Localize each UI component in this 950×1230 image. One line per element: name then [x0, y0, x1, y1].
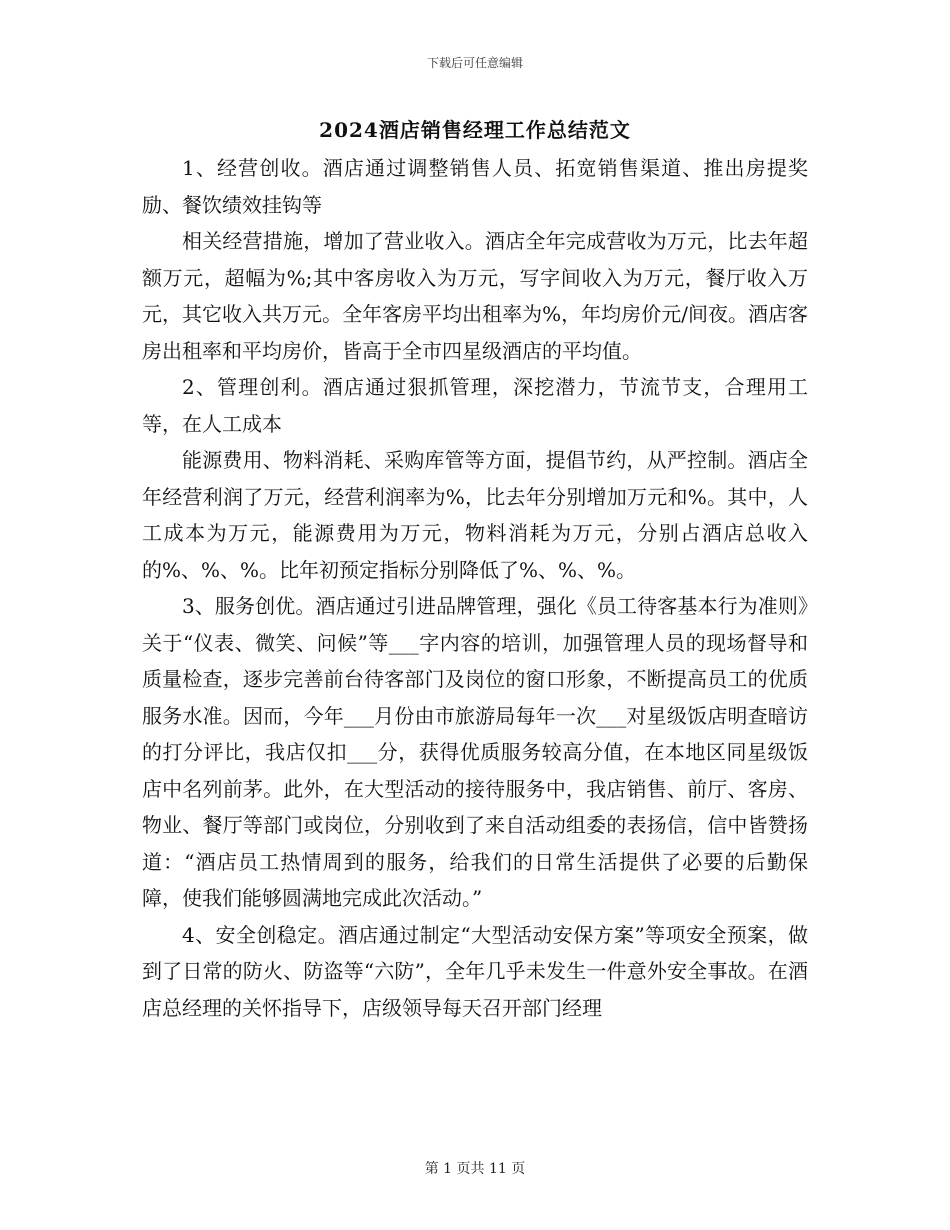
- paragraph-6: 4、安全创稳定。酒店通过制定“大型活动安保方案”等项安全预案，做到了日常的防火、防盗等“六防”，全年几乎未发生一件意外安全事故。在酒店总经理的关怀指导下，店级领导每天召开部门经理: [142, 922, 808, 1020]
- paragraph-4: 能源费用、物料消耗、采购库管等方面，提倡节约，从严控制。酒店全年经营利润了万元，经营利润率为%，比去年分别增加万元和%。其中，人工成本为万元，能源费用为万元，物料消耗为万元，分别占酒店总收入的%、%、%。比年初预定指标分别降低了%、%、%。: [142, 448, 808, 582]
- paragraph-1: 1、经营创收。酒店通过调整销售人员、拓宽销售渠道、推出房提奖励、餐饮绩效挂钩等: [142, 156, 808, 217]
- page-number: 第 1 页共 11 页: [424, 1161, 526, 1177]
- paragraph-3: 2、管理创利。酒店通过狠抓管理，深挖潜力，节流节支，合理用工等，在人工成本: [142, 375, 808, 436]
- paragraph-5: 3、服务创优。酒店通过引进品牌管理，强化《员工待客基本行为准则》关于“仪表、微笑、问候”等___字内容的培训，加强管理人员的现场督导和质量检查，逐步完善前台待客部门及岗位的窗口形象，不断提高员工的优质服务水准。因而，今年___月份由市旅游局每年一次___对星级饭店明查暗访的打分评比，我店仅扣___分，获得优质服务较高分值，在本地区同星级饭店中名列前茅。此外，在大型活动的接待服务中，我店销售、前厅、客房、物业、餐厅等部门或岗位，分别收到了来自活动组委的表扬信，信中皆赞扬道：“酒店员工热情周到的服务，给我们的日常生活提供了必要的后勤保障，使我们能够圆满地完成此次活动。”: [142, 594, 808, 910]
- document-body: [142, 150, 808, 1026]
- paragraph-2: 相关经营措施，增加了营业收入。酒店全年完成营收为万元，比去年超额万元，超幅为%;其中客房收入为万元，写字间收入为万元，餐厅收入万元，其它收入共万元。全年客房平均出租率为%，年均房价元/间夜。酒店客房出租率和平均房价，皆高于全市四星级酒店的平均值。: [142, 229, 808, 363]
- header-note: 下载后可任意编辑: [426, 56, 523, 70]
- document-title: 2024酒店销售经理工作总结范文: [319, 118, 631, 142]
